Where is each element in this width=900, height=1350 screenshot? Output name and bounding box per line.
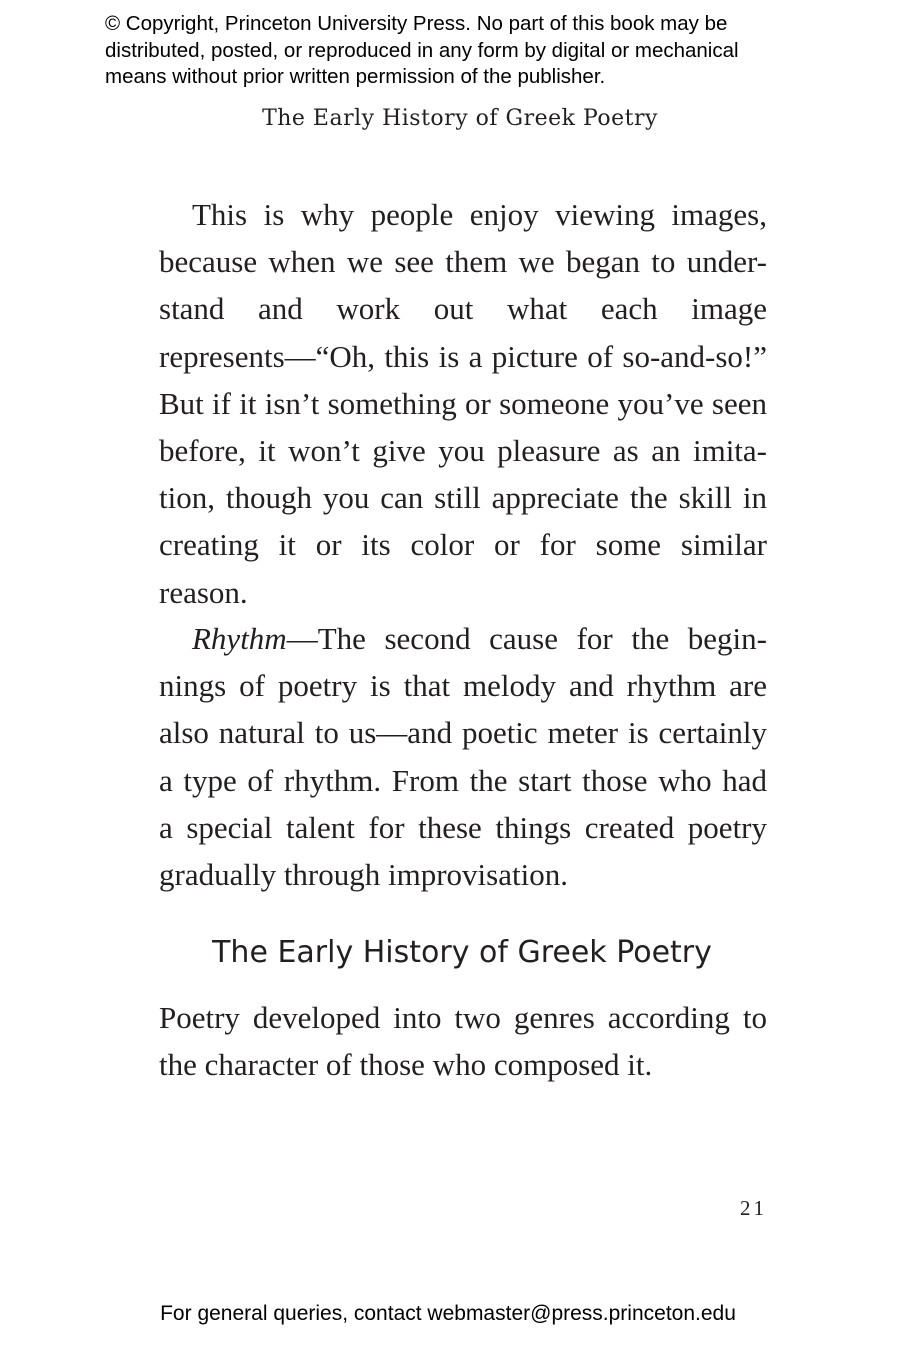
text-line: represents—“Oh, this is a picture of so-and-so!” [159,338,767,374]
text-line: This is why people enjoy viewing images, [192,197,767,232]
text-line: because when we see them we began to under- [159,244,767,280]
text-line: the character of those who composed it. [159,1047,653,1083]
copyright-line: means without prior written permission of the publisher. [105,65,606,88]
paragraph-images [159,191,767,616]
text-run: —The second cause for the begin- [286,621,767,656]
text-line: tion, though you can still appreciate the skill in [159,480,767,516]
text-line: also natural to us—and poetic meter is certainly [159,715,767,751]
text-line: Poetry developed into two genres according to [159,1000,767,1035]
text-line: But if it isn’t something or someone you’ve seen [159,385,767,421]
section-heading: The Early History of Greek Poetry [212,935,712,970]
copyright-line: distributed, posted, or reproduced in any form by digital or mechanical [105,38,739,62]
text-line: creating it or its color or for some similar [159,527,767,563]
text-line: gradually through improvisation. [159,856,568,892]
text-line: nings of poetry is that melody and rhythm are [159,668,767,704]
paragraph-rhythm [159,615,767,898]
copyright-line: © Copyright, Princeton University Press. No part of this book may be [105,12,728,35]
text-line [159,615,767,662]
text-line: stand and work out what each image [159,291,767,327]
text-line: a special talent for these things created poetry [159,809,767,845]
rhythm-term: Rhythm [192,621,287,656]
running-head: The Early History of Greek Poetry [262,106,658,131]
footer-contact: For general queries, contact webmaster@press.princeton.edu [160,1302,736,1325]
copyright-notice [105,11,825,91]
paragraph-genres [159,994,767,1088]
text-line: a type of rhythm. From the start those who had [159,762,767,798]
text-line: before, it won’t give you pleasure as an imita- [159,432,767,468]
text-line: reason. [159,574,248,610]
page-number: 21 [740,1196,767,1220]
